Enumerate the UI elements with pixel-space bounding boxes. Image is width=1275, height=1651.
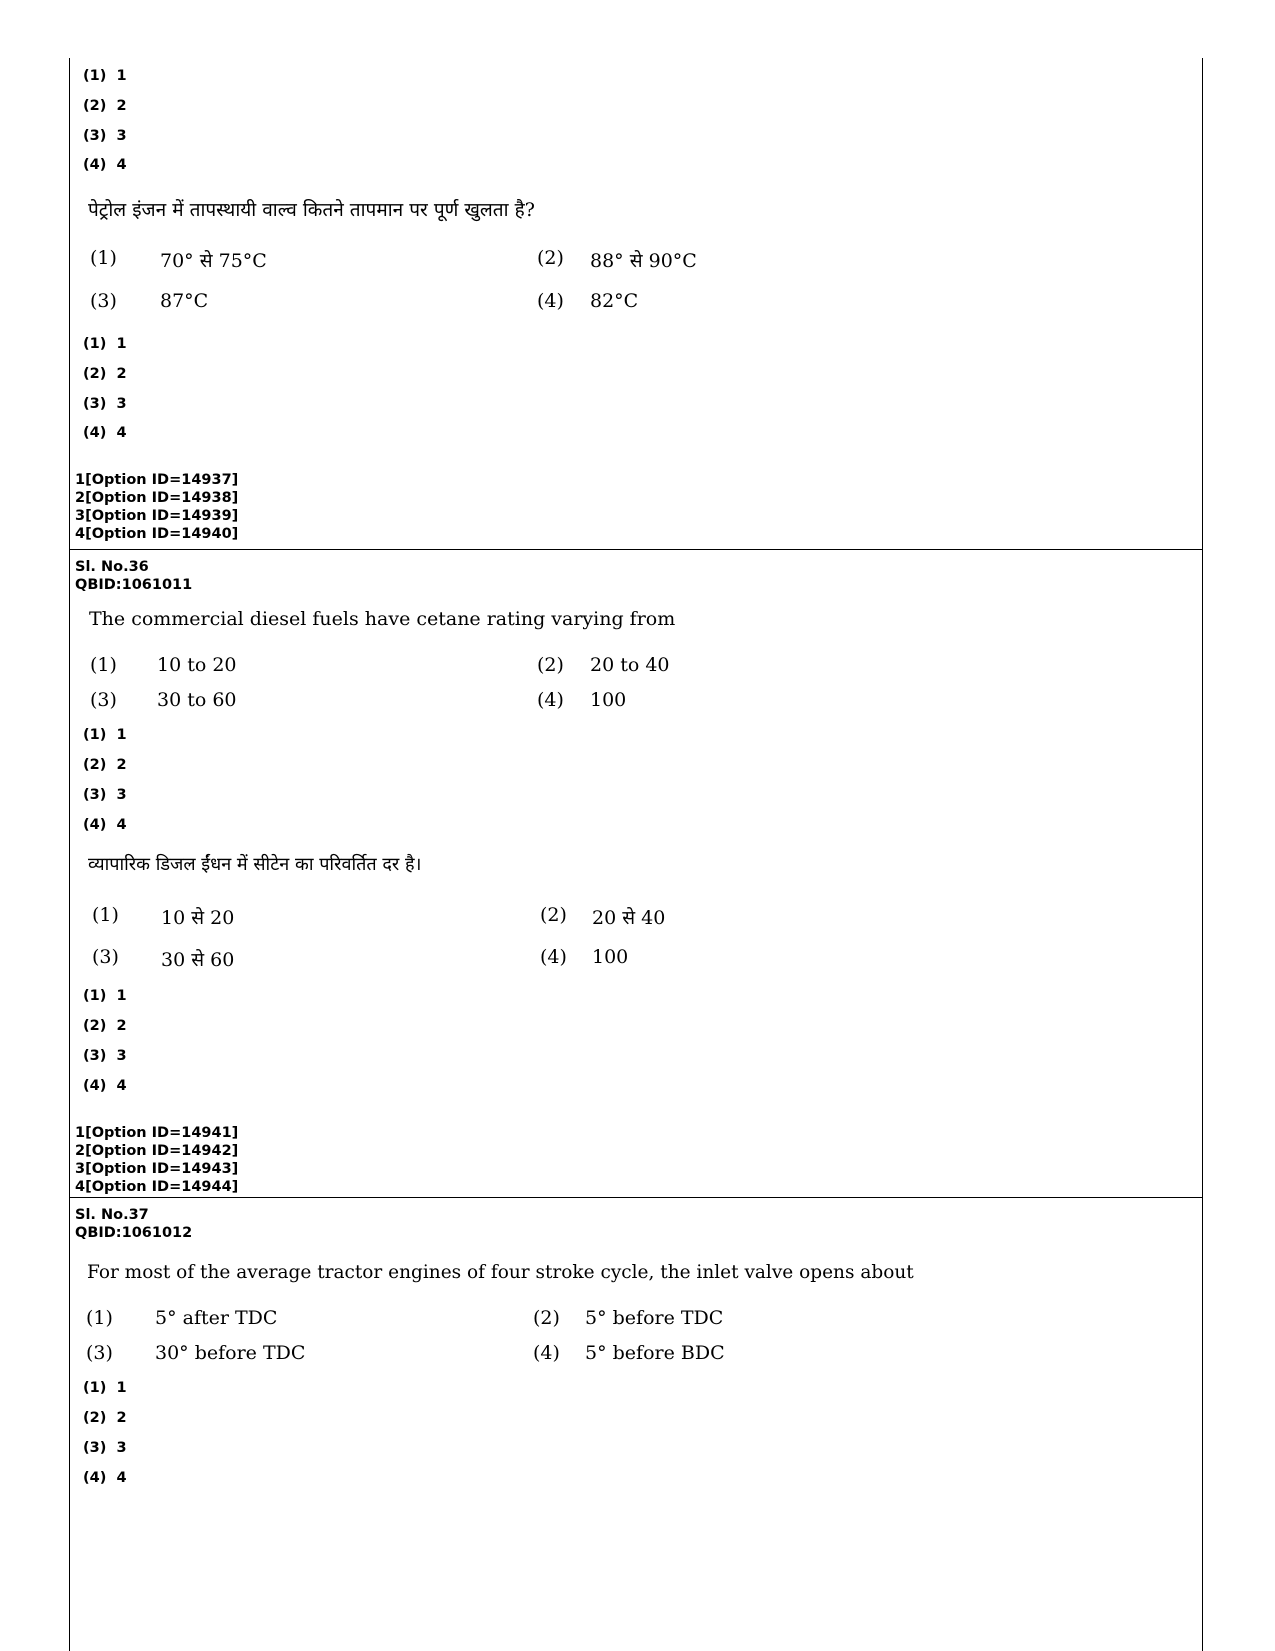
answer-choice: (3) 3 [83, 396, 127, 412]
answer-choice: (2) 2 [83, 366, 127, 382]
answer-choice: (4) 4 [83, 1078, 127, 1094]
option-text: 87°C [160, 290, 209, 312]
option-text: 5° before TDC [585, 1307, 724, 1329]
option-number: (2) [537, 654, 564, 676]
option-id: 2[Option ID=14942] [75, 1143, 239, 1159]
serial-number: Sl. No.37 [75, 1207, 149, 1223]
option-number: (4) [537, 689, 564, 711]
option-text: 88° से 90°C [590, 250, 697, 272]
answer-choice: (4) 4 [83, 425, 127, 441]
answer-choice: (1) 1 [83, 68, 127, 84]
page-left-border [69, 58, 70, 1651]
answer-choice: (2) 2 [83, 1018, 127, 1034]
option-text: 20 से 40 [592, 907, 666, 929]
option-text: 82°C [590, 290, 639, 312]
answer-choice: (3) 3 [83, 787, 127, 803]
option-id-list [75, 1124, 238, 1196]
option-id: 3[Option ID=14943] [75, 1161, 239, 1177]
option-number: (4) [533, 1342, 560, 1364]
option-id-list [75, 471, 238, 543]
option-text: 20 to 40 [590, 654, 670, 676]
option-text: 100 [592, 946, 629, 968]
question-text-hindi: व्यापारिक डिजल ईंधन में सीटेन का परिवर्तित दर है। [88, 854, 422, 875]
option-number: (2) [533, 1307, 560, 1329]
page-right-border [1202, 58, 1203, 1651]
answer-choice: (3) 3 [83, 128, 127, 144]
qbid: QBID:1061011 [75, 577, 193, 593]
option-number: (1) [92, 904, 119, 926]
option-id: 1[Option ID=14941] [75, 1125, 239, 1141]
option-number: (3) [90, 689, 117, 711]
answer-choice: (4) 4 [83, 1470, 127, 1486]
option-number: (3) [90, 290, 117, 312]
answer-choice: (2) 2 [83, 98, 127, 114]
option-text: 30 to 60 [157, 689, 237, 711]
option-number: (3) [92, 946, 119, 968]
option-number: (4) [537, 290, 564, 312]
qbid: QBID:1061012 [75, 1225, 193, 1241]
option-text: 100 [590, 689, 627, 711]
serial-number: Sl. No.36 [75, 559, 149, 575]
option-number: (1) [90, 247, 117, 269]
question-text-hindi: पेट्रोल इंजन में तापस्थायी वाल्व कितने तापमान पर पूर्ण खुलता है? [88, 199, 535, 221]
section-divider [69, 1197, 1203, 1198]
question-header [75, 558, 192, 594]
answer-choice: (2) 2 [83, 1410, 127, 1426]
answer-choice: (1) 1 [83, 336, 127, 352]
option-id: 4[Option ID=14940] [75, 526, 239, 542]
option-id: 2[Option ID=14938] [75, 490, 239, 506]
option-text: 5° before BDC [585, 1342, 725, 1364]
question-text-english: For most of the average tractor engines of four stroke cycle, the inlet valve opens about [87, 1262, 914, 1283]
answer-choice: (4) 4 [83, 817, 127, 833]
option-text: 30° before TDC [155, 1342, 306, 1364]
option-text: 10 से 20 [161, 907, 235, 929]
option-id: 3[Option ID=14939] [75, 508, 239, 524]
option-number: (2) [537, 247, 564, 269]
option-text: 70° से 75°C [160, 250, 267, 272]
question-text-english: The commercial diesel fuels have cetane rating varying from [89, 608, 676, 630]
option-text: 5° after TDC [155, 1307, 278, 1329]
section-divider [69, 549, 1203, 550]
option-id: 1[Option ID=14937] [75, 472, 239, 488]
option-text: 30 से 60 [161, 949, 235, 971]
option-number: (3) [86, 1342, 113, 1364]
answer-choice: (3) 3 [83, 1048, 127, 1064]
option-number: (1) [86, 1307, 113, 1329]
answer-choice: (2) 2 [83, 757, 127, 773]
option-id: 4[Option ID=14944] [75, 1179, 239, 1195]
option-text: 10 to 20 [157, 654, 237, 676]
answer-choice: (1) 1 [83, 1380, 127, 1396]
answer-choice: (3) 3 [83, 1440, 127, 1456]
answer-choice: (1) 1 [83, 727, 127, 743]
option-number: (2) [540, 904, 567, 926]
option-number: (4) [540, 946, 567, 968]
question-header [75, 1206, 192, 1242]
option-number: (1) [90, 654, 117, 676]
answer-choice: (1) 1 [83, 988, 127, 1004]
answer-choice: (4) 4 [83, 157, 127, 173]
